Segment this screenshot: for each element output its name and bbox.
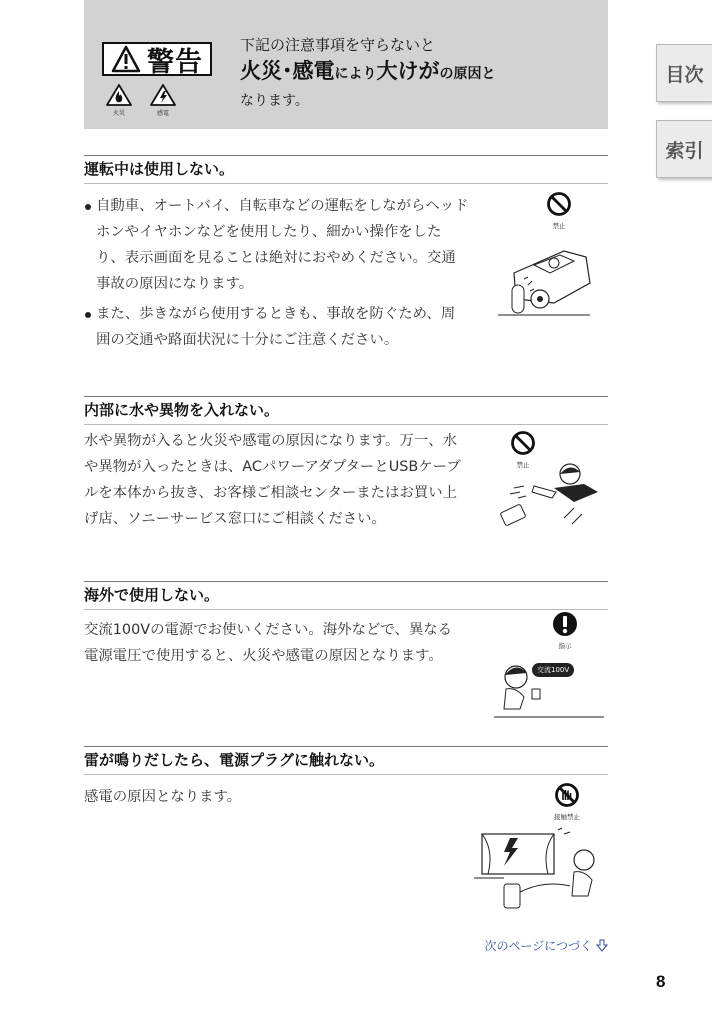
symbol-caption: 接触禁止	[554, 813, 580, 821]
symbol-caption: 禁止	[552, 222, 566, 230]
tab-index[interactable]: 索引	[656, 120, 712, 178]
warning-line1: 下記の注意事項を守らないと	[240, 36, 436, 54]
prohibited-icon	[510, 430, 536, 456]
shock-caption: 感電	[156, 110, 169, 117]
shock-hazard-icon	[148, 84, 178, 117]
next-page-link[interactable]	[484, 937, 608, 954]
section-title: 海外で使用しない。	[84, 586, 220, 604]
warning-banner	[84, 0, 608, 129]
bullet-list	[84, 193, 469, 353]
exclamation-icon	[552, 611, 578, 637]
section-title: 内部に水や異物を入れない。	[84, 401, 280, 419]
page-number: 8	[656, 972, 666, 991]
section-body: 水や異物が入ると火災や感電の原因になります。万一、水や異物が入ったときは、ACパワーアダプターとUSBケーブルを本体から抜き、お客様ご相談センターまたはお買い上げ店、ソニーサービス窓口にご相談ください。	[84, 433, 461, 527]
driving-accident-illustration	[494, 233, 594, 325]
thunder-window-illustration	[474, 826, 604, 920]
warning-line3: なります。	[240, 93, 309, 109]
fire-hazard-icon	[104, 84, 134, 117]
list-item: また、歩きながら使用するときも、事故を防ぐため、周囲の交通や路面状況に十分にご注意ください。	[84, 301, 469, 353]
list-item: 自動車、オートバイ、自転車などの運転をしながらヘッドホンやイヤホンなどを使用したり、細かい操作をしたり、表示画面を見ることは絶対におやめください。交通事故の原因になります。	[84, 193, 469, 297]
section-title: 雷が鳴りだしたら、電源プラグに触れない。	[84, 751, 385, 769]
prohibited-icon	[546, 191, 572, 217]
prohibited-symbol	[546, 191, 572, 230]
warning-line2-a: 火災･感電	[240, 59, 335, 83]
warning-line2-b: により	[334, 66, 377, 82]
section-body: 交流100Vの電源でお使いください。海外などで、異なる電源電圧で使用すると、火災や感電の原因となります。	[84, 622, 453, 664]
warning-line2-c: 大けが	[376, 59, 440, 83]
warning-text	[240, 34, 496, 113]
section-no-use-overseas	[84, 581, 608, 731]
no-touch-icon	[554, 782, 580, 808]
section-no-use-while-driving	[84, 155, 608, 380]
section-no-water-or-objects	[84, 396, 608, 566]
next-page-label: 次のページにつづく	[484, 939, 592, 953]
section-thunder-no-touch	[84, 746, 608, 926]
warning-label	[102, 42, 212, 76]
tab-contents[interactable]: 目次	[656, 44, 712, 102]
fire-caption: 火災	[112, 110, 125, 117]
caution-triangle-icon	[111, 45, 141, 73]
section-body: 感電の原因となります。	[84, 789, 242, 805]
symbol-caption: 禁止	[516, 461, 530, 469]
voltage-bubble: 交流100V	[532, 663, 574, 677]
warning-line2-d: の原因と	[439, 66, 496, 82]
no-touch-symbol	[554, 782, 580, 821]
section-title: 運転中は使用しない。	[84, 160, 235, 178]
symbol-caption: 指示	[558, 642, 572, 650]
warning-word: 警告	[147, 46, 203, 78]
arrow-down-icon	[596, 939, 608, 952]
pouring-water-illustration	[494, 458, 604, 534]
instruction-symbol	[552, 611, 578, 650]
warning-line2	[240, 56, 496, 89]
